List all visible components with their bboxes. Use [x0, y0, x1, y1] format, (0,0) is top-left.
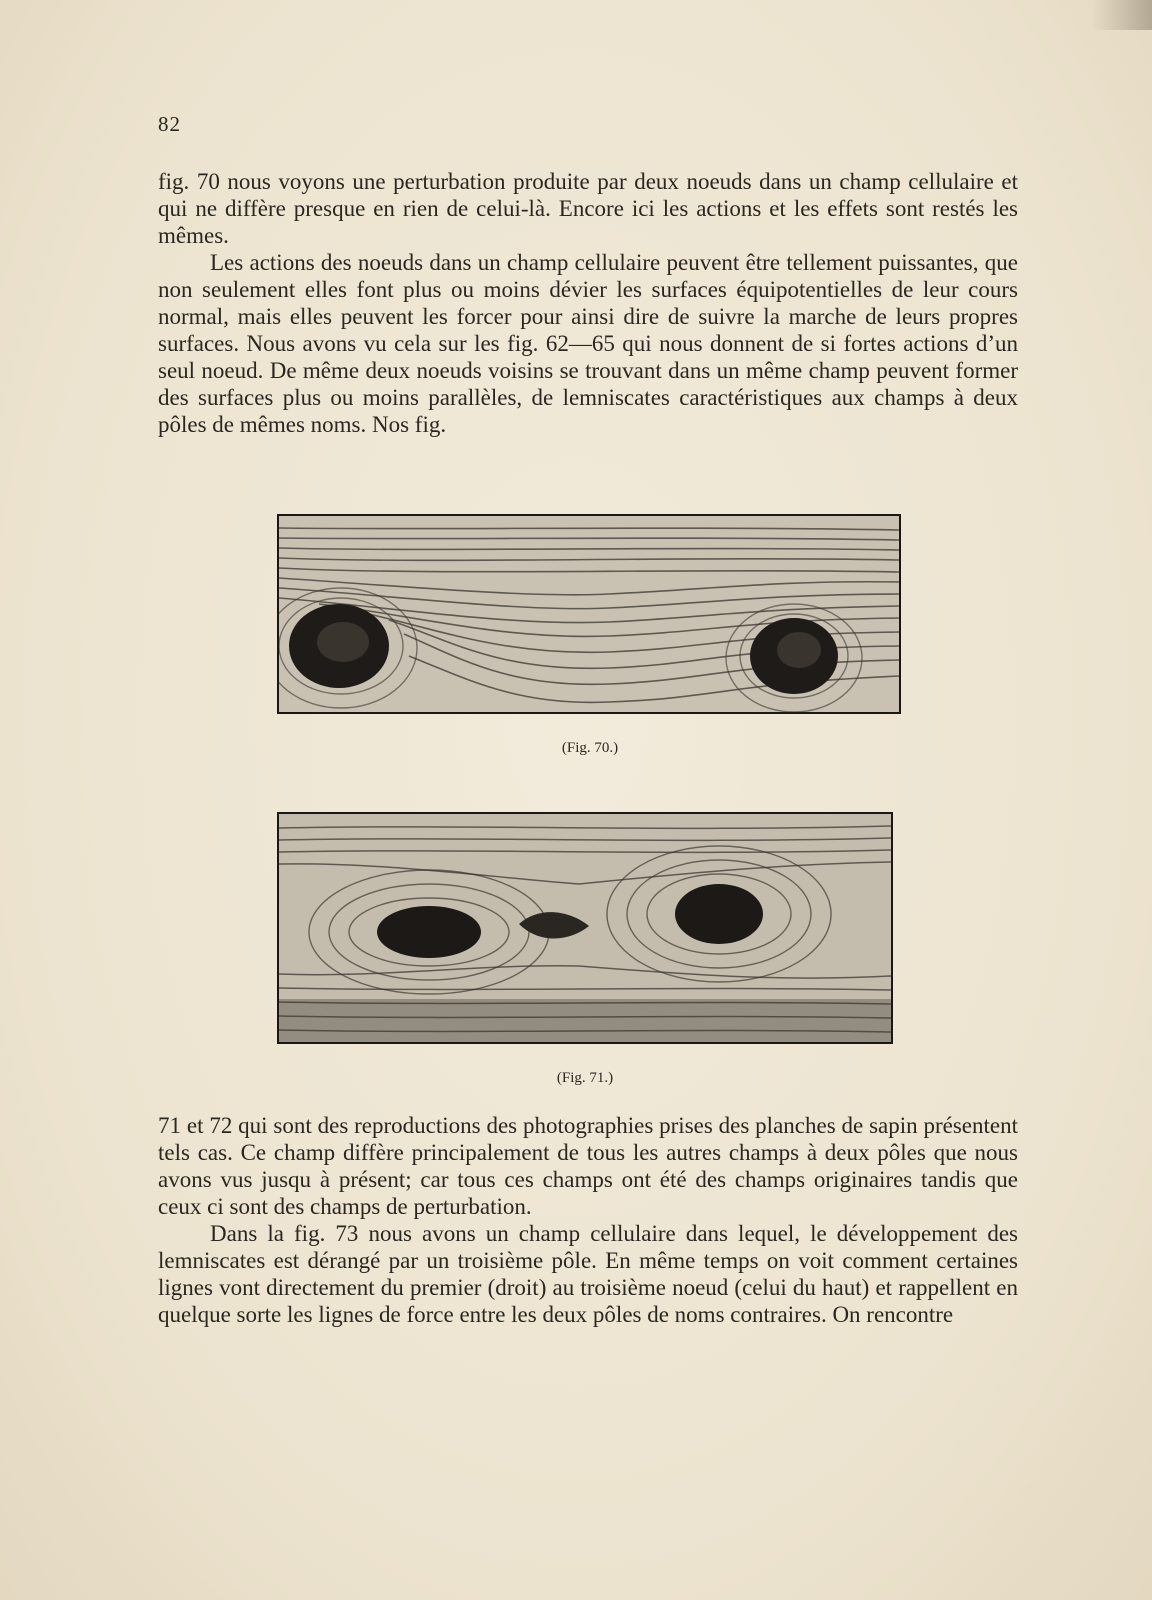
wood-grain-image: [279, 814, 891, 1042]
figure-70-caption: (Fig. 70.): [561, 740, 619, 756]
paragraph: 71 et 72 qui sont des reproductions des photographies prises des planches de sapin présentent tels cas. Ce champ diffère principalement de tous les autres champs à deux pôles que nous avons vus jusqu à présent; car tous ces champs ont été des champs originaires tandis que ceux ci sont des champs de perturbation.: [158, 1113, 1018, 1219]
paragraph: fig. 70 nous voyons une perturbation produite par deux noeuds dans un champ cellulaire et qui ne diffère presque en rien de celui-là. Encore ici les actions et les effets sont restés les mêmes.: [158, 169, 1018, 248]
paragraph: Les actions des noeuds dans un champ cellulaire peuvent être tellement puissantes, que non seulement elles font plus ou moins dévier les surfaces équipotentielles de leur cours normal, mais elles peuvent les forcer pour ainsi dire de suivre la marche de leurs propres surfaces. Nous avons vu cela sur les fig. 62—65 qui nous donnent de si fortes actions d’un seul noeud. De même deux noeuds voisins se trouvant dans un même champ peuvent former des surfaces plus ou moins parallèles, de lemniscates caractéristiques aux champs à deux pôles de mêmes noms. Nos fig.: [158, 250, 1018, 437]
figure-70-photo: [277, 514, 901, 714]
figure-71-caption: (Fig. 71.): [556, 1070, 614, 1086]
text-block-bottom: [158, 1112, 1018, 1328]
figure-71-photo: [277, 812, 893, 1044]
wood-grain-image: [279, 516, 899, 712]
text-block-top: [158, 168, 1018, 438]
page-edge-shadow: [1092, 0, 1152, 30]
page-number: 82: [158, 112, 181, 136]
paragraph: Dans la fig. 73 nous avons un champ cellulaire dans lequel, le développement des lemniscates est dérangé par un troisième pôle. En même temps on voit comment certaines lignes vont directement du premier (droit) au troisième noeud (celui du haut) et rappellent en quelque sorte les lignes de force entre les deux pôles de noms contraires. On rencontre: [158, 1221, 1018, 1327]
